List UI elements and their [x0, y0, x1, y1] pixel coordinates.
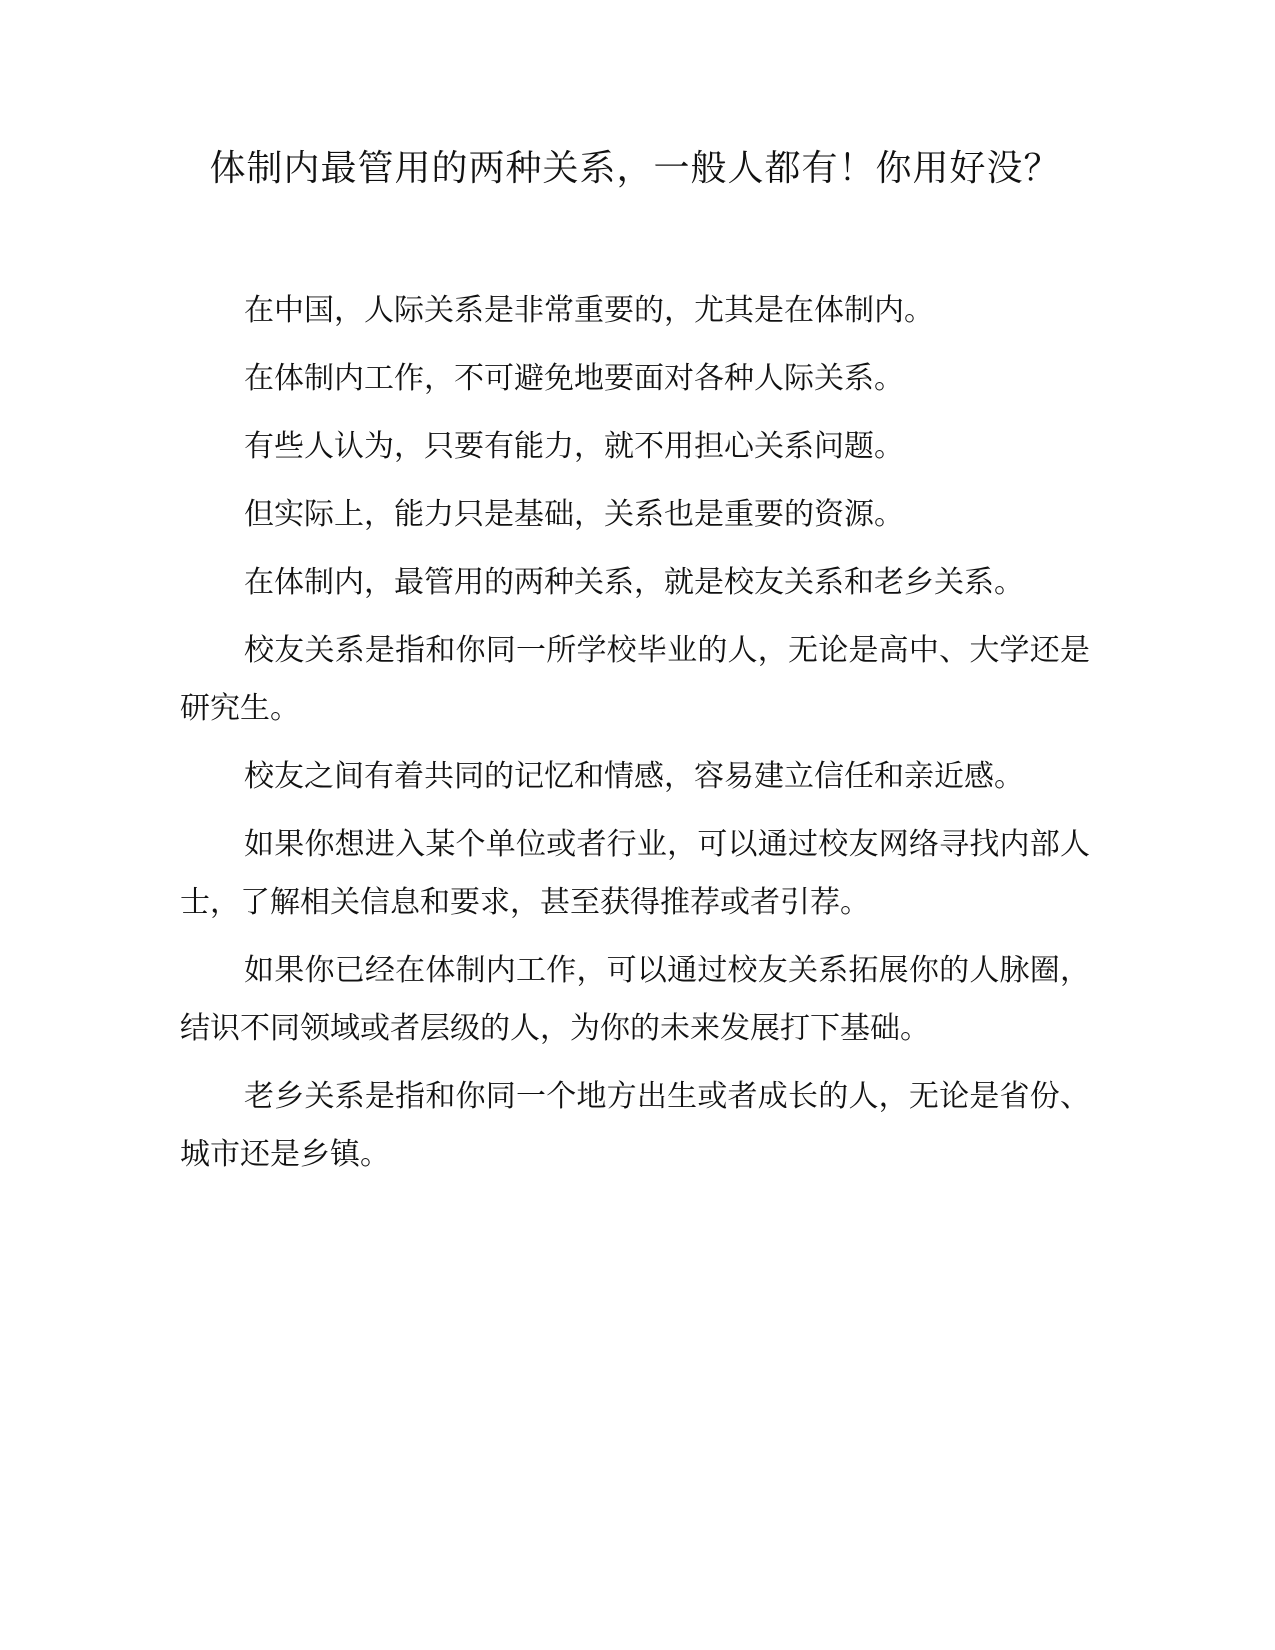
paragraph: 有些人认为，只要有能力，就不用担心关系问题。	[244, 429, 904, 464]
paragraph: 校友关系是指和你同一所学校毕业的人，无论是高中、大学还是研究生。	[180, 633, 1090, 726]
document-body	[180, 282, 1090, 1194]
paragraph: 但实际上，能力只是基础，关系也是重要的资源。	[244, 497, 904, 532]
paragraph: 在中国，人际关系是非常重要的，尤其是在体制内。	[244, 293, 934, 328]
paragraph: 如果你已经在体制内工作，可以通过校友关系拓展你的人脉圈，结识不同领域或者层级的人，为你的未来发展打下基础。	[180, 953, 1090, 1046]
paragraph: 如果你想进入某个单位或者行业，可以通过校友网络寻找内部人士，了解相关信息和要求，甚至获得推荐或者引荐。	[180, 827, 1090, 920]
paragraph: 在体制内，最管用的两种关系，就是校友关系和老乡关系。	[244, 565, 1024, 600]
paragraph: 在体制内工作，不可避免地要面对各种人际关系。	[244, 361, 904, 396]
document-title: 体制内最管用的两种关系，一般人都有！你用好没？	[209, 148, 1061, 189]
paragraph: 老乡关系是指和你同一个地方出生或者成长的人，无论是省份、城市还是乡镇。	[180, 1079, 1090, 1172]
paragraph: 校友之间有着共同的记忆和情感，容易建立信任和亲近感。	[244, 759, 1024, 794]
